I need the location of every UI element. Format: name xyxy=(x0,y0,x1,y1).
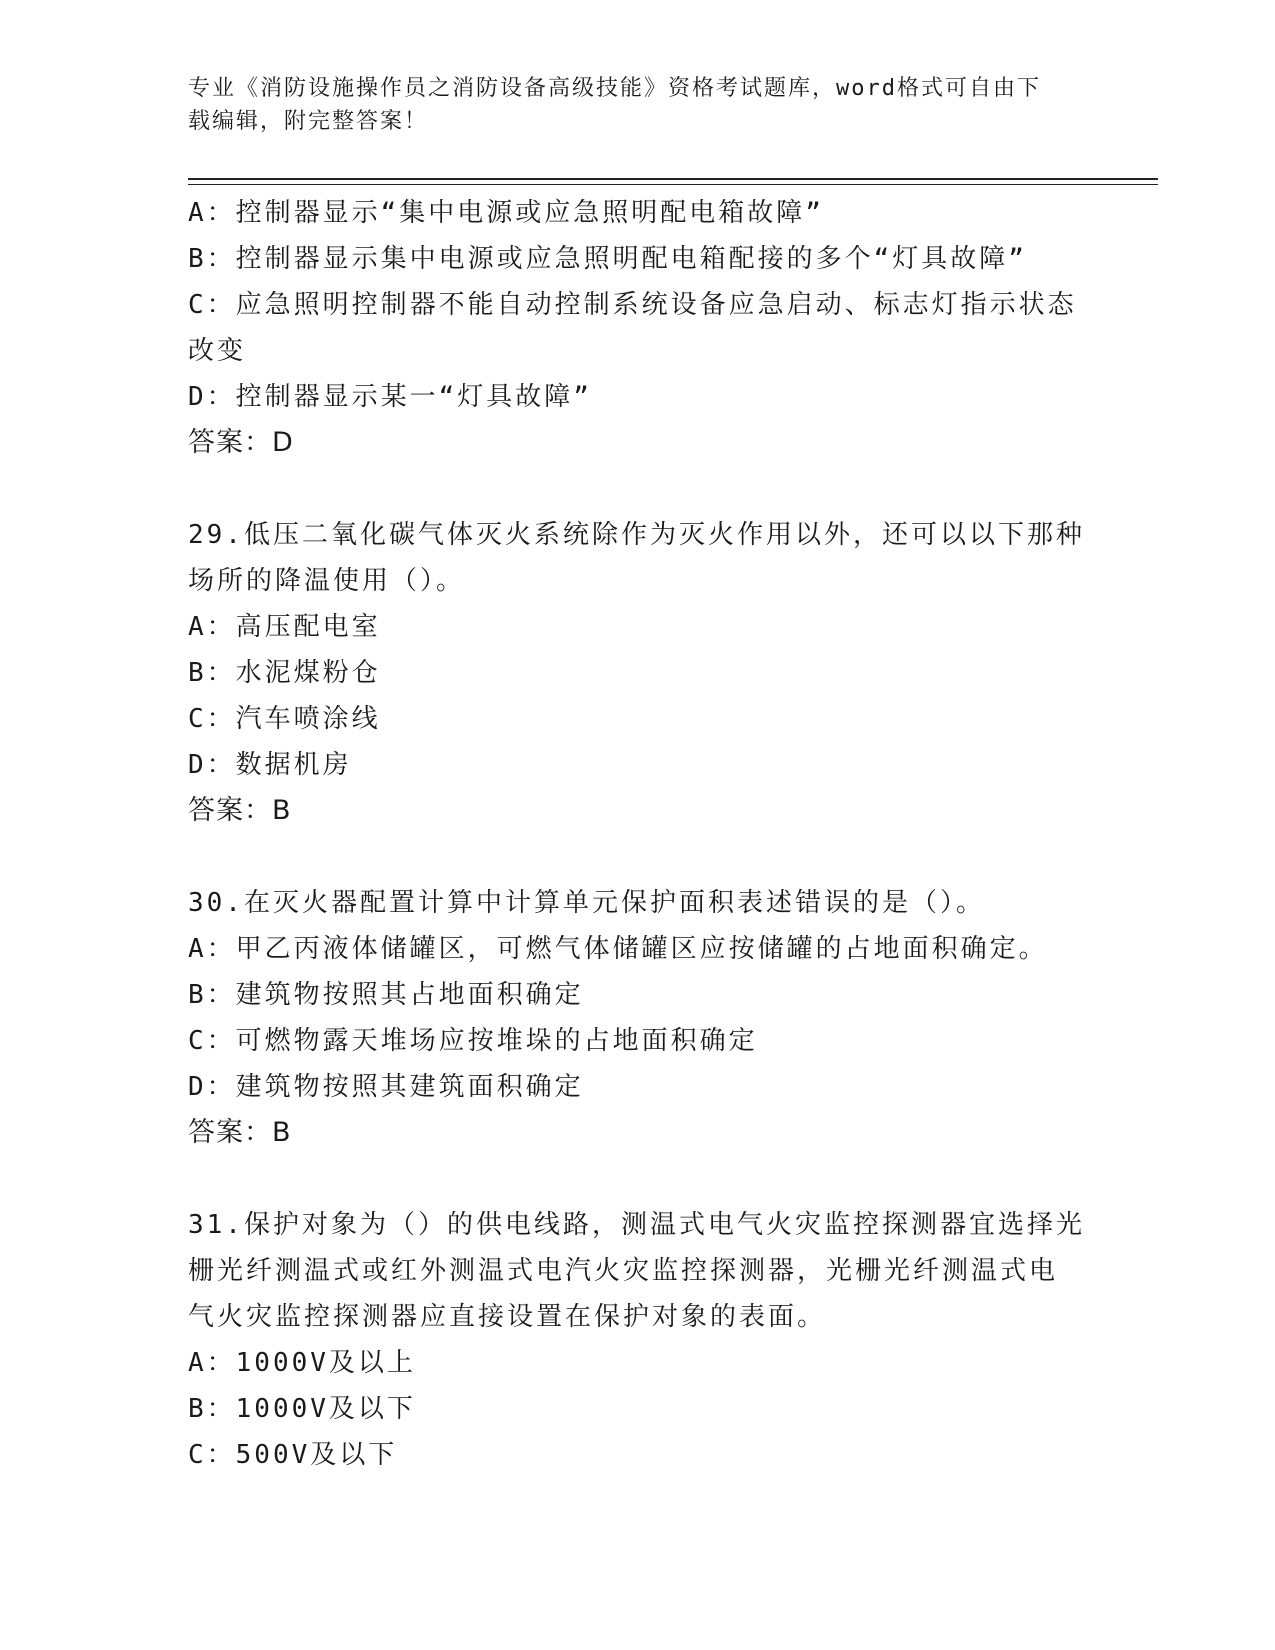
header-divider-thick xyxy=(188,178,1158,180)
question-stem-line-1: 29.低压二氧化碳气体灭火系统除作为灭火作用以外，还可以以下那种 xyxy=(188,520,1085,550)
option-b: B：控制器显示集中电源或应急照明配电箱配接的多个“灯具故障” xyxy=(188,244,1027,274)
option-d: D：控制器显示某一“灯具故障” xyxy=(188,382,592,412)
header-line-2: 载编辑，附完整答案！ xyxy=(188,109,429,134)
option-d: D：数据机房 xyxy=(188,750,352,780)
option-a: A：高压配电室 xyxy=(188,612,381,642)
question-31 xyxy=(188,1202,1088,1478)
question-28-tail xyxy=(188,190,1088,466)
question-stem-line-2: 场所的降温使用（）。 xyxy=(188,566,466,596)
question-stem-line-2: 栅光纤测温式或红外测温式电汽火灾监控探测器，光栅光纤测温式电 xyxy=(188,1256,1059,1286)
question-stem-line-1: 31.保护对象为（）的供电线路，测温式电气火灾监控探测器宜选择光 xyxy=(188,1210,1085,1240)
question-stem-line-1: 30.在灭火器配置计算中计算单元保护面积表述错误的是（）。 xyxy=(188,888,985,918)
answer-line: 答案：D xyxy=(188,427,294,458)
question-stem-line-3: 气火灾监控探测器应直接设置在保护对象的表面。 xyxy=(188,1302,827,1332)
option-c: C：汽车喷涂线 xyxy=(188,704,381,734)
answer-line: 答案：B xyxy=(188,1117,292,1148)
option-c: C：500V及以下 xyxy=(188,1440,398,1470)
option-b: B：建筑物按照其占地面积确定 xyxy=(188,980,584,1010)
option-b: B：水泥煤粉仓 xyxy=(188,658,381,688)
option-a: A：控制器显示“集中电源或应急照明配电箱故障” xyxy=(188,198,824,228)
option-b: B：1000V及以下 xyxy=(188,1394,416,1424)
header-divider-thin xyxy=(188,184,1158,185)
answer-line: 答案：B xyxy=(188,795,292,826)
header-line-1: 专业《消防设施操作员之消防设备高级技能》资格考试题库，word格式可自由下 xyxy=(188,76,1041,101)
option-c: C：应急照明控制器不能自动控制系统设备应急启动、标志灯指示状态 xyxy=(188,290,1077,320)
option-a: A：甲乙丙液体储罐区，可燃气体储罐区应按储罐的占地面积确定。 xyxy=(188,934,1048,964)
question-30 xyxy=(188,880,1088,1156)
option-d: D：建筑物按照其建筑面积确定 xyxy=(188,1072,584,1102)
option-c-continued: 改变 xyxy=(188,336,247,366)
question-list xyxy=(188,190,1088,1478)
document-header xyxy=(188,72,1068,138)
option-a: A：1000V及以上 xyxy=(188,1348,416,1378)
option-c: C：可燃物露天堆场应按堆垛的占地面积确定 xyxy=(188,1026,758,1056)
question-29 xyxy=(188,512,1088,834)
